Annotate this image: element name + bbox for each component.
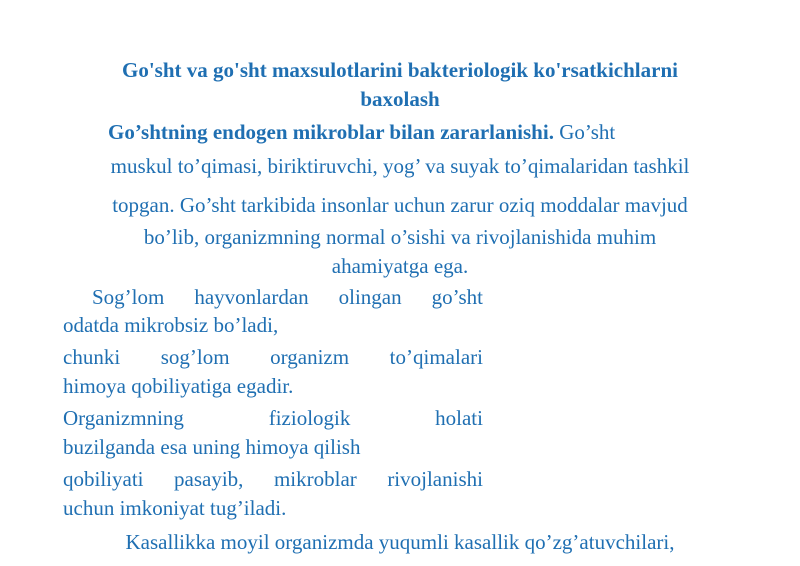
word: pasayib, bbox=[174, 467, 244, 491]
paragraph-line: ahamiyatga ega. bbox=[331, 254, 469, 278]
column-line: uchun imkoniyat tug’iladi. bbox=[63, 496, 287, 520]
paragraph-line: Kasallikka moyil organizmda yuqumli kasallik qo’zg’atuvchilari, bbox=[125, 530, 675, 554]
word: olingan bbox=[338, 285, 402, 309]
word: hayvonlardan bbox=[194, 285, 309, 309]
word: go’sht bbox=[431, 285, 483, 309]
column-line-justified bbox=[92, 284, 483, 310]
column-line-justified bbox=[63, 344, 483, 370]
word: organizm bbox=[270, 345, 350, 369]
section-heading-line bbox=[108, 119, 615, 145]
word: holati bbox=[435, 406, 483, 430]
word: sog’lom bbox=[160, 345, 230, 369]
column-line: himoya qobiliyatiga egadir. bbox=[63, 374, 294, 398]
paragraph-line: muskul to’qimasi, biriktiruvchi, yog’ va suyak to’qimalaridan tashkil bbox=[110, 154, 690, 178]
column-line: buzilganda esa uning himoya qilish bbox=[63, 435, 361, 459]
word: Organizmning bbox=[63, 406, 184, 430]
column-line-justified bbox=[63, 405, 483, 431]
word: rivojlanishi bbox=[387, 467, 483, 491]
word: chunki bbox=[63, 345, 121, 369]
paragraph-line: topgan. Go’sht tarkibida insonlar uchun zarur oziq moddalar mavjud bbox=[112, 193, 688, 217]
section-heading: Go’shtning endogen mikroblar bilan zararlanishi. bbox=[108, 120, 554, 144]
word: to’qimalari bbox=[389, 345, 483, 369]
document-title-line-2: baxolash bbox=[360, 87, 440, 111]
document-title-line-1: Go'sht va go'sht maxsulotlarini bakteriologik ko'rsatkichlarni bbox=[122, 58, 678, 82]
word: Sog’lom bbox=[92, 285, 165, 309]
section-heading-rest: Go’sht bbox=[553, 120, 616, 144]
paragraph-line: bo’lib, organizmning normal o’sishi va rivojlanishida muhim bbox=[143, 225, 657, 249]
column-line: odatda mikrobsiz bo’ladi, bbox=[63, 313, 279, 337]
word: mikroblar bbox=[273, 467, 357, 491]
column-line-justified bbox=[63, 466, 483, 492]
word: fiziologik bbox=[268, 406, 351, 430]
word: qobiliyati bbox=[63, 467, 144, 491]
